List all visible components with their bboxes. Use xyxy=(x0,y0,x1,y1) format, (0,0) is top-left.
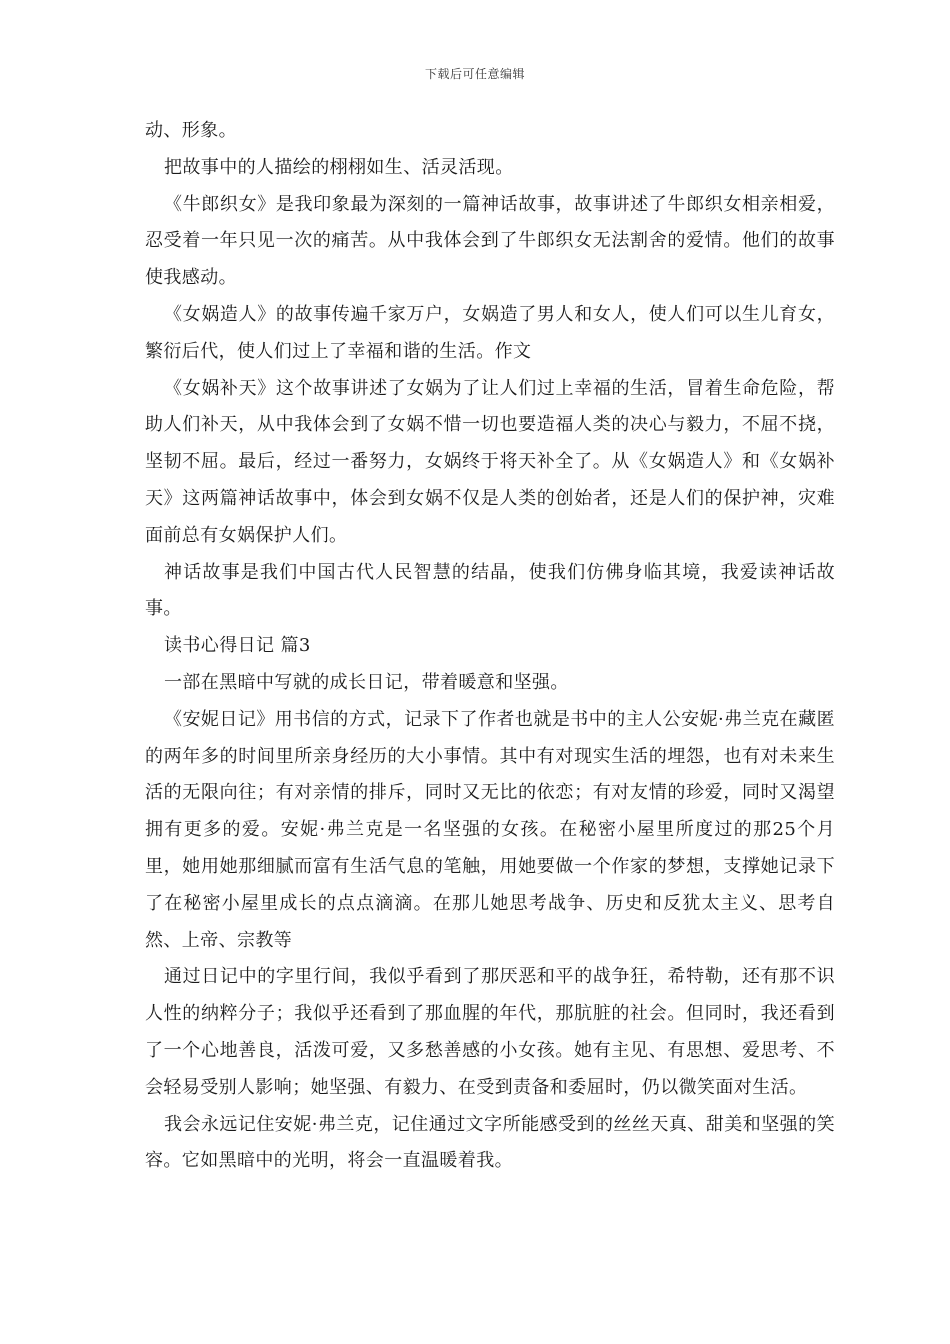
paragraph-6: 神话故事是我们中国古代人民智慧的结晶，使我们仿佛身临其境，我爱读神话故事。 xyxy=(145,561,835,620)
document-body xyxy=(145,113,835,1180)
paragraph-2: 把故事中的人描绘的栩栩如生、活灵活现。 xyxy=(164,156,514,178)
section-heading: 读书心得日记 篇3 xyxy=(164,635,311,657)
paragraph-4: 《女娲造人》的故事传遍千家万户，女娲造了男人和女人，使人们可以生儿育女，繁衍后代，使人们过上了幸福和谐的生活。作文 xyxy=(145,303,835,362)
paragraph-8: 《安妮日记》用书信的方式，记录下了作者也就是书中的主人公安妮·弗兰克在藏匿的两年多的时间里所亲身经历的大小事情。其中有对现实生活的埋怨，也有对未来生活的无限向往；有对亲情的排斥，同时又无比的依恋；有对友情的珍爱，同时又渴望拥有更多的爱。安妮·弗兰克是一名坚强的女孩。在秘密小屋里所度过的那25个月里，她用她那细腻而富有生活气息的笔触，用她要做一个作家的梦想，支撑她记录下了在秘密小屋里成长的点点滴滴。在那儿她思考战争、历史和反犹太主义、思考自然、上帝、宗教等 xyxy=(145,708,835,951)
paragraph-9: 通过日记中的字里行间，我似乎看到了那厌恶和平的战争狂，希特勒，还有那不识人性的纳粹分子；我似乎还看到了那血腥的年代，那肮脏的社会。但同时，我还看到了一个心地善良，活泼可爱，又多愁善感的小女孩。她有主见、有思想、爱思考、不会轻易受别人影响；她坚强、有毅力、在受到责备和委屈时，仍以微笑面对生活。 xyxy=(145,966,835,1098)
paragraph-7: 一部在黑暗中写就的成长日记，带着暖意和坚强。 xyxy=(164,671,569,693)
paragraph-1: 动、形象。 xyxy=(145,120,237,141)
paragraph-5: 《女娲补天》这个故事讲述了女娲为了让人们过上幸福的生活，冒着生命危险，帮助人们补天，从中我体会到了女娲不惜一切也要造福人类的决心与毅力，不屈不挠，坚韧不屈。最后，经过一番努力，女娲终于将天补全了。从《女娲造人》和《女娲补天》这两篇神话故事中，体会到女娲不仅是人类的创始者，还是人们的保护神，灾难面前总有女娲保护人们。 xyxy=(145,377,835,546)
page-header: 下载后可任意编辑 xyxy=(424,67,525,81)
paragraph-10: 我会永远记住安妮·弗兰克，记住通过文字所能感受到的丝丝天真、甜美和坚强的笑容。它如黑暗中的光明，将会一直温暖着我。 xyxy=(145,1113,835,1172)
paragraph-3: 《牛郎织女》是我印象最为深刻的一篇神话故事，故事讲述了牛郎织女相亲相爱，忍受着一年只见一次的痛苦。从中我体会到了牛郎织女无法割舍的爱情。他们的故事使我感动。 xyxy=(145,193,835,289)
